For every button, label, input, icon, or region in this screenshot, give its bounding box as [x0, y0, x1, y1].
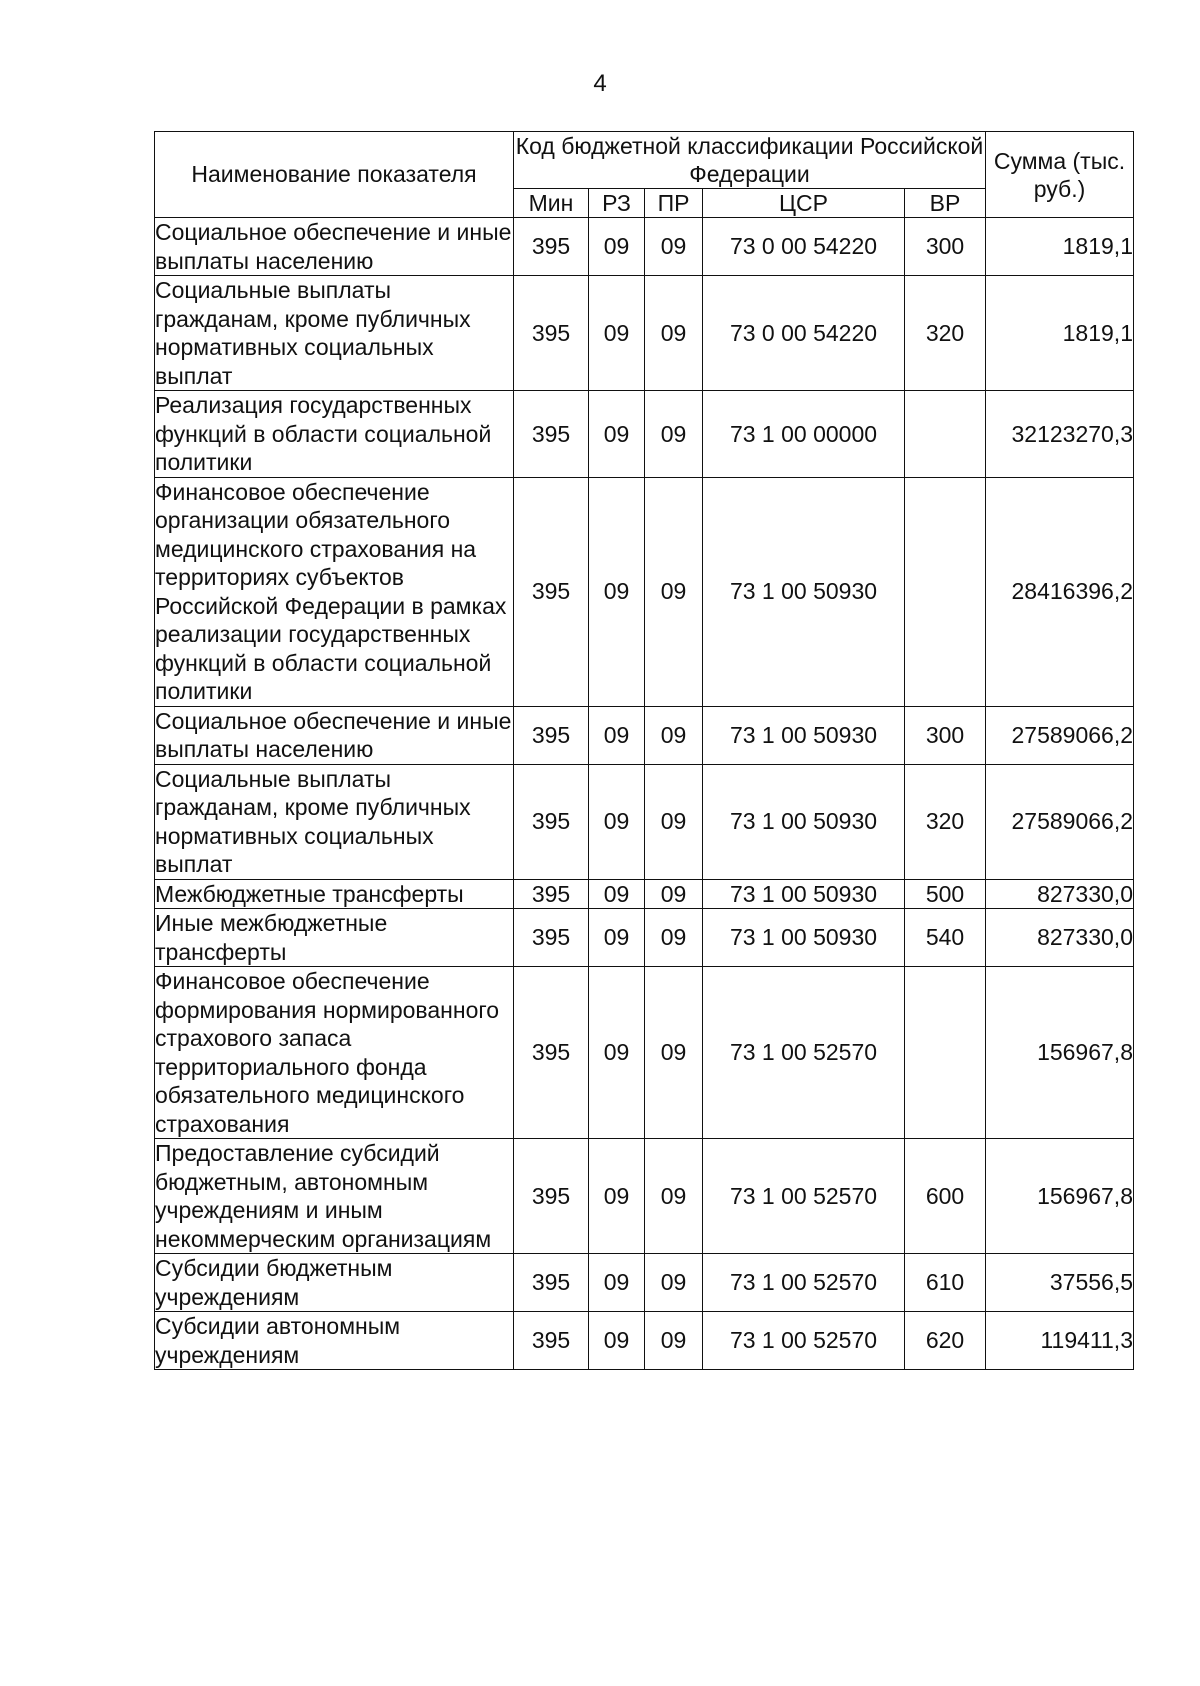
cell-vr: [905, 477, 986, 706]
table-row: [155, 879, 1134, 909]
cell-csr: 73 1 00 50930: [703, 879, 905, 909]
cell-min: 395: [514, 764, 589, 879]
cell-min: 395: [514, 909, 589, 967]
cell-name: Социальное обеспечение и иные выплаты населению: [155, 218, 514, 276]
cell-rz: 09: [589, 477, 645, 706]
cell-pr: 09: [645, 764, 703, 879]
table-row: [155, 1312, 1134, 1370]
cell-rz: 09: [589, 1254, 645, 1312]
cell-csr: 73 1 00 52570: [703, 1139, 905, 1254]
cell-pr: 09: [645, 218, 703, 276]
cell-pr: 09: [645, 1139, 703, 1254]
cell-name: Финансовое обеспечение формирования нормированного страхового запаса территориального фонда обязательного медицинского страхования: [155, 967, 514, 1139]
cell-csr: 73 1 00 52570: [703, 967, 905, 1139]
cell-sum: 827330,0: [986, 879, 1134, 909]
header-vr: ВР: [905, 189, 986, 218]
cell-sum: 1819,1: [986, 276, 1134, 391]
cell-min: 395: [514, 218, 589, 276]
table-row: [155, 1254, 1134, 1312]
cell-vr: 540: [905, 909, 986, 967]
table-row: [155, 706, 1134, 764]
cell-name: Иные межбюджетные трансферты: [155, 909, 514, 967]
cell-rz: 09: [589, 276, 645, 391]
cell-rz: 09: [589, 1139, 645, 1254]
cell-min: 395: [514, 879, 589, 909]
cell-sum: 28416396,2: [986, 477, 1134, 706]
cell-pr: 09: [645, 879, 703, 909]
cell-pr: 09: [645, 477, 703, 706]
cell-name: Социальное обеспечение и иные выплаты населению: [155, 706, 514, 764]
cell-pr: 09: [645, 909, 703, 967]
cell-vr: 600: [905, 1139, 986, 1254]
cell-sum: 156967,8: [986, 967, 1134, 1139]
cell-name: Предоставление субсидий бюджетным, автономным учреждениям и иным некоммерческим организациям: [155, 1139, 514, 1254]
cell-pr: 09: [645, 391, 703, 478]
cell-min: 395: [514, 706, 589, 764]
cell-name: Социальные выплаты гражданам, кроме публичных нормативных социальных выплат: [155, 764, 514, 879]
header-rz: РЗ: [589, 189, 645, 218]
page-number: 4: [593, 70, 607, 97]
cell-csr: 73 1 00 50930: [703, 706, 905, 764]
cell-sum: 32123270,3: [986, 391, 1134, 478]
cell-name: Субсидии автономным учреждениям: [155, 1312, 514, 1370]
cell-csr: 73 1 00 50930: [703, 909, 905, 967]
header-pr: ПР: [645, 189, 703, 218]
cell-vr: [905, 967, 986, 1139]
cell-pr: 09: [645, 1254, 703, 1312]
cell-name: Социальные выплаты гражданам, кроме публичных нормативных социальных выплат: [155, 276, 514, 391]
cell-rz: 09: [589, 879, 645, 909]
header-code-group: Код бюджетной классификации Российской Федерации: [514, 132, 986, 189]
cell-vr: 320: [905, 764, 986, 879]
cell-pr: 09: [645, 276, 703, 391]
cell-sum: 27589066,2: [986, 764, 1134, 879]
cell-min: 395: [514, 276, 589, 391]
cell-vr: 620: [905, 1312, 986, 1370]
cell-min: 395: [514, 391, 589, 478]
table-row: [155, 391, 1134, 478]
cell-vr: [905, 391, 986, 478]
cell-rz: 09: [589, 706, 645, 764]
cell-rz: 09: [589, 909, 645, 967]
cell-csr: 73 0 00 54220: [703, 218, 905, 276]
cell-min: 395: [514, 1139, 589, 1254]
cell-rz: 09: [589, 967, 645, 1139]
cell-name: Межбюджетные трансферты: [155, 879, 514, 909]
budget-table: [154, 131, 1134, 1370]
header-name: Наименование показателя: [155, 132, 514, 218]
table-body: [155, 218, 1134, 1370]
cell-rz: 09: [589, 1312, 645, 1370]
cell-rz: 09: [589, 391, 645, 478]
table-row: [155, 1139, 1134, 1254]
cell-csr: 73 1 00 50930: [703, 477, 905, 706]
header-csr: ЦСР: [703, 189, 905, 218]
cell-min: 395: [514, 1254, 589, 1312]
cell-vr: 300: [905, 706, 986, 764]
cell-sum: 119411,3: [986, 1312, 1134, 1370]
cell-vr: 500: [905, 879, 986, 909]
table-row: [155, 909, 1134, 967]
cell-csr: 73 1 00 50930: [703, 764, 905, 879]
table-row: [155, 967, 1134, 1139]
cell-sum: 827330,0: [986, 909, 1134, 967]
cell-rz: 09: [589, 218, 645, 276]
cell-name: Финансовое обеспечение организации обязательного медицинского страхования на территориях субъектов Российской Федерации в рамках реализации государственных функций в области социальной политики: [155, 477, 514, 706]
cell-csr: 73 1 00 52570: [703, 1254, 905, 1312]
cell-vr: 610: [905, 1254, 986, 1312]
cell-pr: 09: [645, 706, 703, 764]
cell-min: 395: [514, 967, 589, 1139]
cell-sum: 37556,5: [986, 1254, 1134, 1312]
cell-rz: 09: [589, 764, 645, 879]
header-sum: Сумма (тыс. руб.): [986, 132, 1134, 218]
cell-pr: 09: [645, 1312, 703, 1370]
cell-vr: 320: [905, 276, 986, 391]
cell-csr: 73 1 00 52570: [703, 1312, 905, 1370]
cell-vr: 300: [905, 218, 986, 276]
cell-name: Субсидии бюджетным учреждениям: [155, 1254, 514, 1312]
cell-name: Реализация государственных функций в области социальной политики: [155, 391, 514, 478]
cell-min: 395: [514, 1312, 589, 1370]
cell-sum: 1819,1: [986, 218, 1134, 276]
table-row: [155, 477, 1134, 706]
table-row: [155, 764, 1134, 879]
cell-csr: 73 1 00 00000: [703, 391, 905, 478]
header-min: Мин: [514, 189, 589, 218]
table-header: [155, 132, 1134, 218]
cell-csr: 73 0 00 54220: [703, 276, 905, 391]
table-row: [155, 218, 1134, 276]
cell-pr: 09: [645, 967, 703, 1139]
table-row: [155, 276, 1134, 391]
cell-sum: 27589066,2: [986, 706, 1134, 764]
cell-sum: 156967,8: [986, 1139, 1134, 1254]
cell-min: 395: [514, 477, 589, 706]
